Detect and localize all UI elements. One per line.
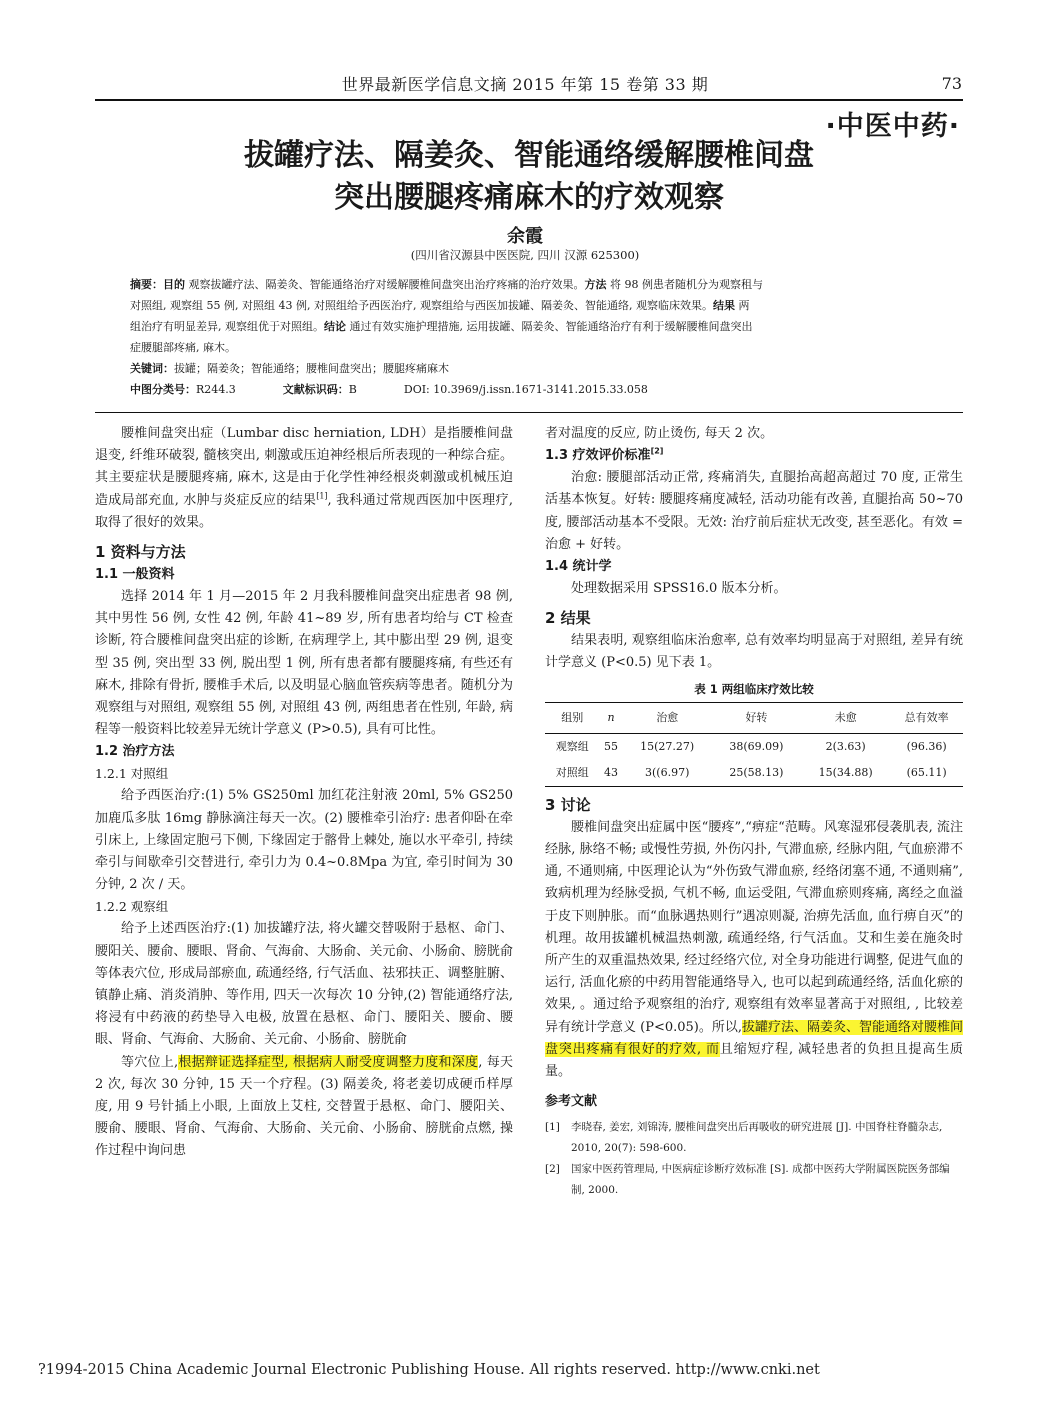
table-row [545, 760, 963, 787]
abstract-text: 症腰腿部疼痛, 麻木。 [130, 341, 236, 354]
section-2-heading: 2 结果 [545, 609, 591, 628]
section-1-2-1-heading: 1.2.1 对照组 [95, 766, 169, 782]
abstract-block [130, 274, 930, 400]
copyright-footer: ?1994-2015 China Academic Journal Electronic Publishing House. All rights reserved. http://www.cnki.net [38, 1362, 820, 1378]
abstract-line [130, 337, 930, 358]
reference-number: [2] [545, 1163, 560, 1176]
section-1-2-heading: 1.2 治疗方法 [95, 744, 175, 760]
results-table [545, 702, 963, 787]
article-title [95, 135, 963, 219]
table-cell: 55 [604, 739, 619, 753]
section-1-1-heading: 1.1 一般资料 [95, 567, 175, 583]
intro-paragraph: 腰椎间盘突出症（Lumbar disc herniation, LDH）是指腰椎间盘退变, 纤维环破裂, 髓核突出, 刺激或压迫神经根后所表现的一种综合症。其主要症状是腰腿疼痛, 麻木, 这是由于化学性神经根炎刺激或机械压迫造成局部充血, 水肿与炎症反应的结果[1], 我科通过常规西医加中医理疗, 取得了很好的效果。 [95, 426, 514, 530]
section-1-3-heading: 1.3 疗效评价标准[2] [545, 446, 664, 464]
abstract-line [130, 274, 930, 295]
doc-code: B [348, 383, 357, 396]
left-column [95, 423, 513, 1163]
author: 余霞 [507, 226, 543, 247]
table-cell: 15(27.27) [640, 739, 695, 753]
abstract-text: 通过有效实施护理措施, 运用拔罐、隔姜灸、智能通络治疗有利于缓解腰椎间盘突出 [346, 320, 753, 333]
table-header-cell: 组别 [545, 702, 599, 733]
title-line-1: 拔罐疗法、隔姜灸、智能通络缓解腰椎间盘 [244, 138, 814, 173]
keywords-label: 关键词： [130, 362, 174, 375]
table-caption: 表 1 两组临床疗效比较 [694, 681, 814, 696]
table-cell: 3((6.97) [623, 760, 712, 787]
section-3-text: 腰椎间盘突出症属中医“腰疼”,“痹症“范畴。风寒湿邪侵袭肌表, 流注经脉, 脉络不畅; 或慢性劳损, 外伤闪扑, 气滞血瘀, 经脉内阻, 气血瘀滞不通, 不通则痛, 中医理论认为“外伤致气滞血瘀, 经络闭塞不通, 不通则痛”, 致病机理为经脉受损, 气机不畅, 血运受阻, 气滞血瘀则疼痛, 离经之血溢于皮下则肿胀。而“血脉遇热则行”遇凉则凝, 治痹先活血, 血行痹自灭”的机理。故用拔罐机械温热刺激, 疏通经络, 行气活血。艾和生姜在施灸时所产生的双重温热效果, 经过经络穴位, 对全身功能进行调整, 促进气血的运行, 活血化瘀的中药用智能通络导入, 也可以起到疏通经络, 活血化瘀的效果, 。通过给予观察组的治疗, 观察组有效率显著高于对照组, , 比较差异有统计学意义 (P<0.05)。所以,拔罐疗法、隔姜灸、智能通络对腰椎间盘突出疼痛有很好的疗效, 而且缩短疗程, 减轻患者的负担且提高生质量。 [545, 819, 964, 1080]
highlighted-conclusion: 拔罐疗法、隔姜灸、智能通络对腰椎间盘突出疼痛有很好的疗效, 而 [545, 1019, 964, 1057]
table-cell: 观察组 [555, 739, 589, 753]
abstract-text: 两 [734, 299, 750, 312]
abstract-label: 摘要： [130, 278, 163, 291]
abstract-line [130, 316, 930, 337]
section-1-1-text: 选择 2014 年 1 月—2015 年 2 月我科腰椎间盘突出症患者 98 例, 其中男性 56 例, 女性 42 例, 年龄 41~89 岁, 所有患者均给与 CT 检查诊断, 符合腰椎间盘突出症的诊断, 在病理学上, 其中膨出型 29 例, 退变型 35 例, 突出型 33 例, 脱出型 1 例, 所有患者都有腰腿疼痛, 有些还有麻木, 排除有骨折, 腰椎手术后, 以及明显心脑血管疾病等患者。随机分为观察组与对照组, 观察组 55 例, 对照组 43 例, 两组患者在性别, 年龄, 病程等一般资料比较差异无统计学意义 (P>0.5), 具有可比性。 [95, 589, 513, 738]
right-column [545, 423, 963, 1201]
abstract-divider [95, 412, 963, 413]
abstract-text: 对照组, 观察组 55 例, 对照组 43 例, 对照组给予西医治疗, 观察组给与西医加拔罐、隔姜灸、智能通络, 观察临床效果。 [130, 299, 713, 312]
section-1-3-text: 治愈: 腰腿部活动正常, 疼痛消失, 直腿抬高超高超过 70 度, 正常生活基本恢复。好转: 腰腿疼痛度减轻, 活动功能有改善, 直腿抬高 50~70 度, 腰部活动基本不受限。无效: 治疗前后症状无改变, 甚至恶化。有效 = 治愈 + 好转。 [545, 470, 963, 552]
abstract-section-label: 方法 [584, 278, 607, 291]
page-number: 73 [941, 74, 962, 93]
abstract-line [130, 295, 930, 316]
reference-item [545, 1159, 963, 1201]
table-row [545, 733, 963, 760]
abstract [130, 274, 930, 358]
section-1-2-2-text: 给予上述西医治疗:(1) 加拔罐疗法, 将火罐交替吸附于悬枢、命门、腰阳关、腰俞、腰眼、肾俞、气海俞、大肠俞、关元俞、小肠俞、膀胱俞等体表穴位, 形成局部瘀血, 疏通经络, 行气活血、祛邪扶正、调整脏腑、镇静止痛、消炎消肿、等作用, 四天一次每次 10 分钟,(2) 智能通络疗法, 将浸有中药液的药垫导入电极, 放置在悬枢、命门、腰阳关、腰俞、腰眼、肾俞、气海俞、大肠俞、关元俞、小肠俞、膀胱俞 [95, 921, 513, 1048]
section-tag: ·中医中药· [825, 111, 960, 142]
continued-text: 者对温度的反应, 防止烫伤, 每天 2 次。 [545, 426, 774, 441]
section-1-2-2-text-cont: 等穴位上,根据辩证选择症型, 根据病人耐受度调整力度和深度, 每天 2 次, 每次 30 分钟, 15 天一个疗程。(3) 隔姜灸, 将老姜切成硬币样厚度, 用 9 号针插上小眼, 上面放上艾柱, 交替置于悬枢、命门、腰阳关、腰俞、腰眼、肾俞、气海俞、大肠俞、关元俞、小肠俞、膀胱俞点燃, 操作过程中询问患 [95, 1054, 514, 1159]
highlighted-text: 根据辩证选择症型, 根据病人耐受度调整力度和深度 [178, 1054, 479, 1070]
references-heading: 参考文献 [545, 1094, 598, 1110]
table-header-cell: 好转 [712, 702, 801, 733]
section-3-heading: 3 讨论 [545, 795, 591, 814]
abstract-section-label: 结论 [324, 320, 346, 333]
section-1-2-2-heading: 1.2.2 观察组 [95, 899, 169, 915]
table-cell: 38(69.09) [729, 739, 784, 753]
reference-number: [1] [545, 1121, 560, 1134]
table-header-cell: 未愈 [801, 702, 890, 733]
table-body [545, 733, 963, 786]
table-cell: 2(3.63) [825, 739, 866, 753]
section-1-2-1-text: 给予西医治疗:(1) 5% GS250ml 加红花注射液 20ml, 5% GS250 加鹿瓜多肽 16mg 静脉滴注每天一次。(2) 腰椎牵引治疗: 患者仰卧在牵引床上, 上缘固定胞弓下侧, 下缘固定于髂骨上棘处, 施以水平牵引, 持续牵引与间歇牵引交替进行, 牵引力为 0.4~0.8Mpa 为宜, 牵引时间为 30 分钟, 2 次 / 天。 [95, 788, 513, 893]
abstract-text: 观察拔罐疗法、隔姜灸、智能通络治疗对缓解腰椎间盘突出治疗疼痛的治疗效果。 [185, 278, 585, 291]
references-list [545, 1117, 963, 1201]
table-header-row [545, 702, 963, 733]
reference-item [545, 1117, 963, 1159]
header-rule [95, 99, 963, 101]
table-cell: (65.11) [890, 760, 963, 787]
section-1-4-heading: 1.4 统计学 [545, 559, 612, 575]
clc-label: 中图分类号： [130, 383, 196, 396]
section-2-text: 结果表明, 观察组临床治愈率, 总有效率均明显高于对照组, 差异有统计学意义 (P<0.5) 见下表 1。 [545, 633, 963, 671]
reference-text: 国家中医药管理局, 中医病症诊断疗效标准 [S]. 成都中医药大学附属医院医务部编制, 2000. [571, 1163, 950, 1197]
abstract-section-label: 结果 [712, 299, 735, 312]
abstract-text: 将 98 例患者随机分为观察租与 [606, 278, 763, 291]
doc-code-label: 文献标识码： [282, 383, 349, 396]
section-1-heading: 1 资料与方法 [95, 543, 186, 562]
table-cell: 15(34.88) [801, 760, 890, 787]
doi: DOI: 10.3969/j.issn.1671-3141.2015.33.058 [403, 383, 648, 396]
keywords-line [130, 358, 930, 379]
abstract-section-label: 目的 [163, 278, 185, 291]
table-cell: 对照组 [545, 760, 599, 787]
table-cell: (96.36) [906, 739, 947, 753]
table-header-cell: 总有效率 [890, 702, 963, 733]
table-header-cell: 治愈 [623, 702, 712, 733]
keywords: 拔罐；隔姜灸；智能通络；腰椎间盘突出；腰腿疼痛麻木 [174, 362, 449, 375]
section-1-4-text: 处理数据采用 SPSS16.0 版本分析。 [571, 581, 787, 597]
abstract-text: 组治疗有明显差异, 观察组优于对照组。 [130, 320, 324, 333]
table-cell: 25(58.13) [712, 760, 801, 787]
classification-line [130, 379, 930, 400]
title-line-2: 突出腰腿疼痛麻木的疗效观察 [334, 180, 724, 215]
reference-text: 李晓春, 姜宏, 刘锦涛, 腰椎间盘突出后再吸收的研究进展 [J]. 中国脊柱脊髓杂志, 2010, 20(7): 598-600. [571, 1121, 943, 1155]
clc-code: R244.3 [196, 383, 236, 396]
table-cell: 43 [599, 760, 622, 787]
table-header-cell: n [599, 702, 622, 733]
affiliation: (四川省汉源县中医医院, 四川 汉源 625300) [410, 248, 640, 262]
journal-header: 世界最新医学信息文摘 2015 年第 15 卷第 33 期 [341, 75, 709, 94]
